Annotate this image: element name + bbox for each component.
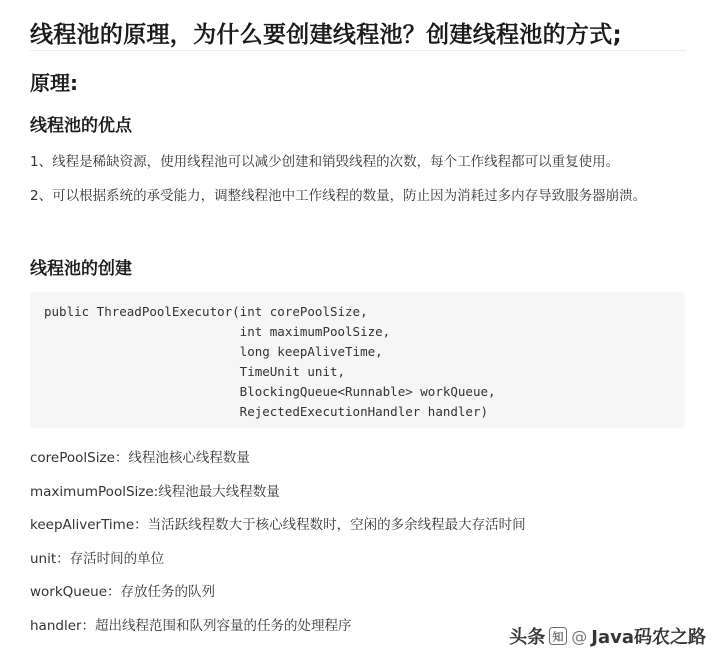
creation-heading: 线程池的创建 (30, 259, 132, 279)
param-work-queue: workQueue：存放任务的队列 (30, 584, 216, 600)
watermark-source: 头条 (509, 627, 546, 648)
code-text: public ThreadPoolExecutor(int corePoolSize, int maximumPoolSize, long keepAliveTime, TimeUnit unit, BlockingQueue<Runnable> workQueue, RejectedExecutionHandler handler) (44, 304, 496, 419)
zhihu-logo-icon (549, 627, 567, 645)
param-keep-alive-time: keepAliverTime：当活跃线程数大于核心线程数时，空闲的多余线程最大存活时间 (30, 517, 526, 533)
page-title: 线程池的原理，为什么要创建线程池？创建线程池的方式; (30, 22, 622, 48)
param-core-pool-size: corePoolSize：线程池核心线程数量 (30, 450, 250, 466)
param-unit: unit：存活时间的单位 (30, 551, 165, 567)
advantage-item-2: 2、可以根据系统的承受能力，调整线程池中工作线程的数量，防止因为消耗过多内存导致服务器崩溃。 (30, 188, 647, 204)
svg-text:知: 知 (552, 630, 564, 644)
advantages-heading: 线程池的优点 (30, 116, 132, 136)
watermark-separator: @ (571, 626, 588, 646)
principle-heading: 原理: (30, 71, 78, 95)
code-block (30, 292, 685, 428)
watermark-author: Java码农之路 (591, 627, 706, 648)
title-divider (30, 50, 686, 51)
param-maximum-pool-size: maximumPoolSize:线程池最大线程数量 (30, 484, 280, 500)
param-handler: handler：超出线程范围和队列容量的任务的处理程序 (30, 618, 352, 634)
watermark (509, 623, 706, 649)
advantage-item-1: 1、线程是稀缺资源，使用线程池可以减少创建和销毁线程的次数，每个工作线程都可以重复使用。 (30, 154, 620, 170)
